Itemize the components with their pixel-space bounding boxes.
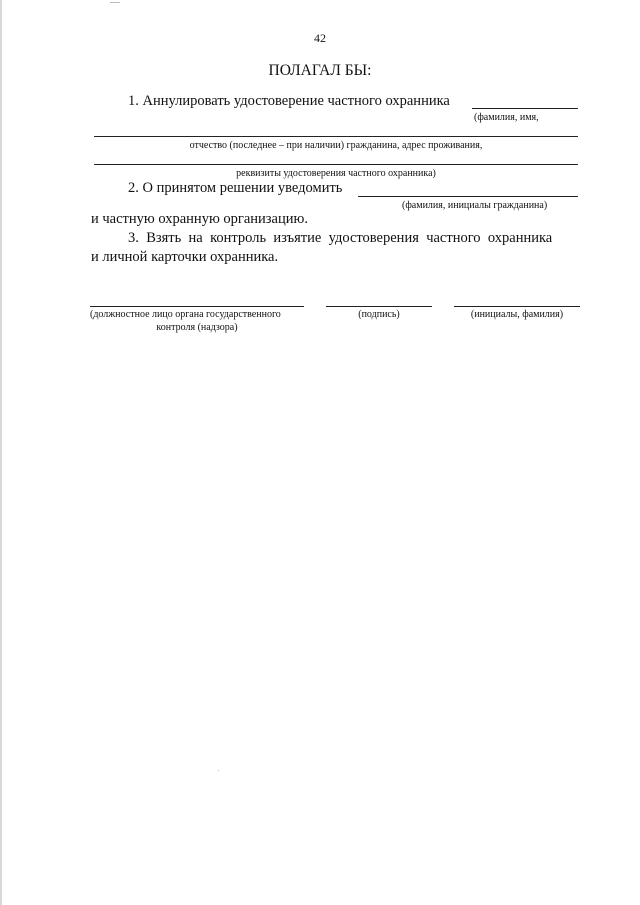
page-number: 42 [314, 31, 326, 45]
initials-caption: (инициалы, фамилия) [470, 309, 564, 320]
item-1-text: 1. Аннулировать удостоверение частного охранника [128, 93, 450, 109]
initials-line [454, 306, 580, 307]
item-1-caption-b: отчество (последнее – при наличии) гражданина, адрес проживания, [189, 140, 483, 151]
item-1-blank-line-3 [94, 164, 578, 165]
scan-border [0, 0, 2, 905]
scan-speck [218, 770, 219, 771]
item-2-text: 2. О принятом решении уведомить [128, 180, 343, 196]
item-1-caption-a: (фамилия, имя, [474, 112, 539, 123]
official-caption-line-1: (должностное лицо органа государственного [90, 309, 281, 320]
official-line [90, 306, 304, 307]
item-1-blank-line-2 [94, 136, 578, 137]
item-3-line-2: и личной карточки охранника. [91, 249, 279, 265]
item-2-continuation: и частную охранную организацию. [91, 211, 308, 227]
signature-caption: (подпись) [358, 309, 400, 320]
item-1-blank-line [472, 108, 578, 109]
item-2-blank-line [358, 196, 578, 197]
item-3-line-1: 3. Взять на контроль изъятие удостоверения частного охранника [128, 230, 553, 246]
official-caption-line-2: контроля (надзора) [156, 322, 238, 333]
page-heading: ПОЛАГАЛ БЫ: [268, 62, 372, 79]
item-1-caption-c: реквизиты удостоверения частного охранника) [236, 168, 436, 179]
scan-artifact [110, 2, 120, 3]
signature-line [326, 306, 432, 307]
item-2-caption: (фамилия, инициалы гражданина) [402, 200, 548, 211]
